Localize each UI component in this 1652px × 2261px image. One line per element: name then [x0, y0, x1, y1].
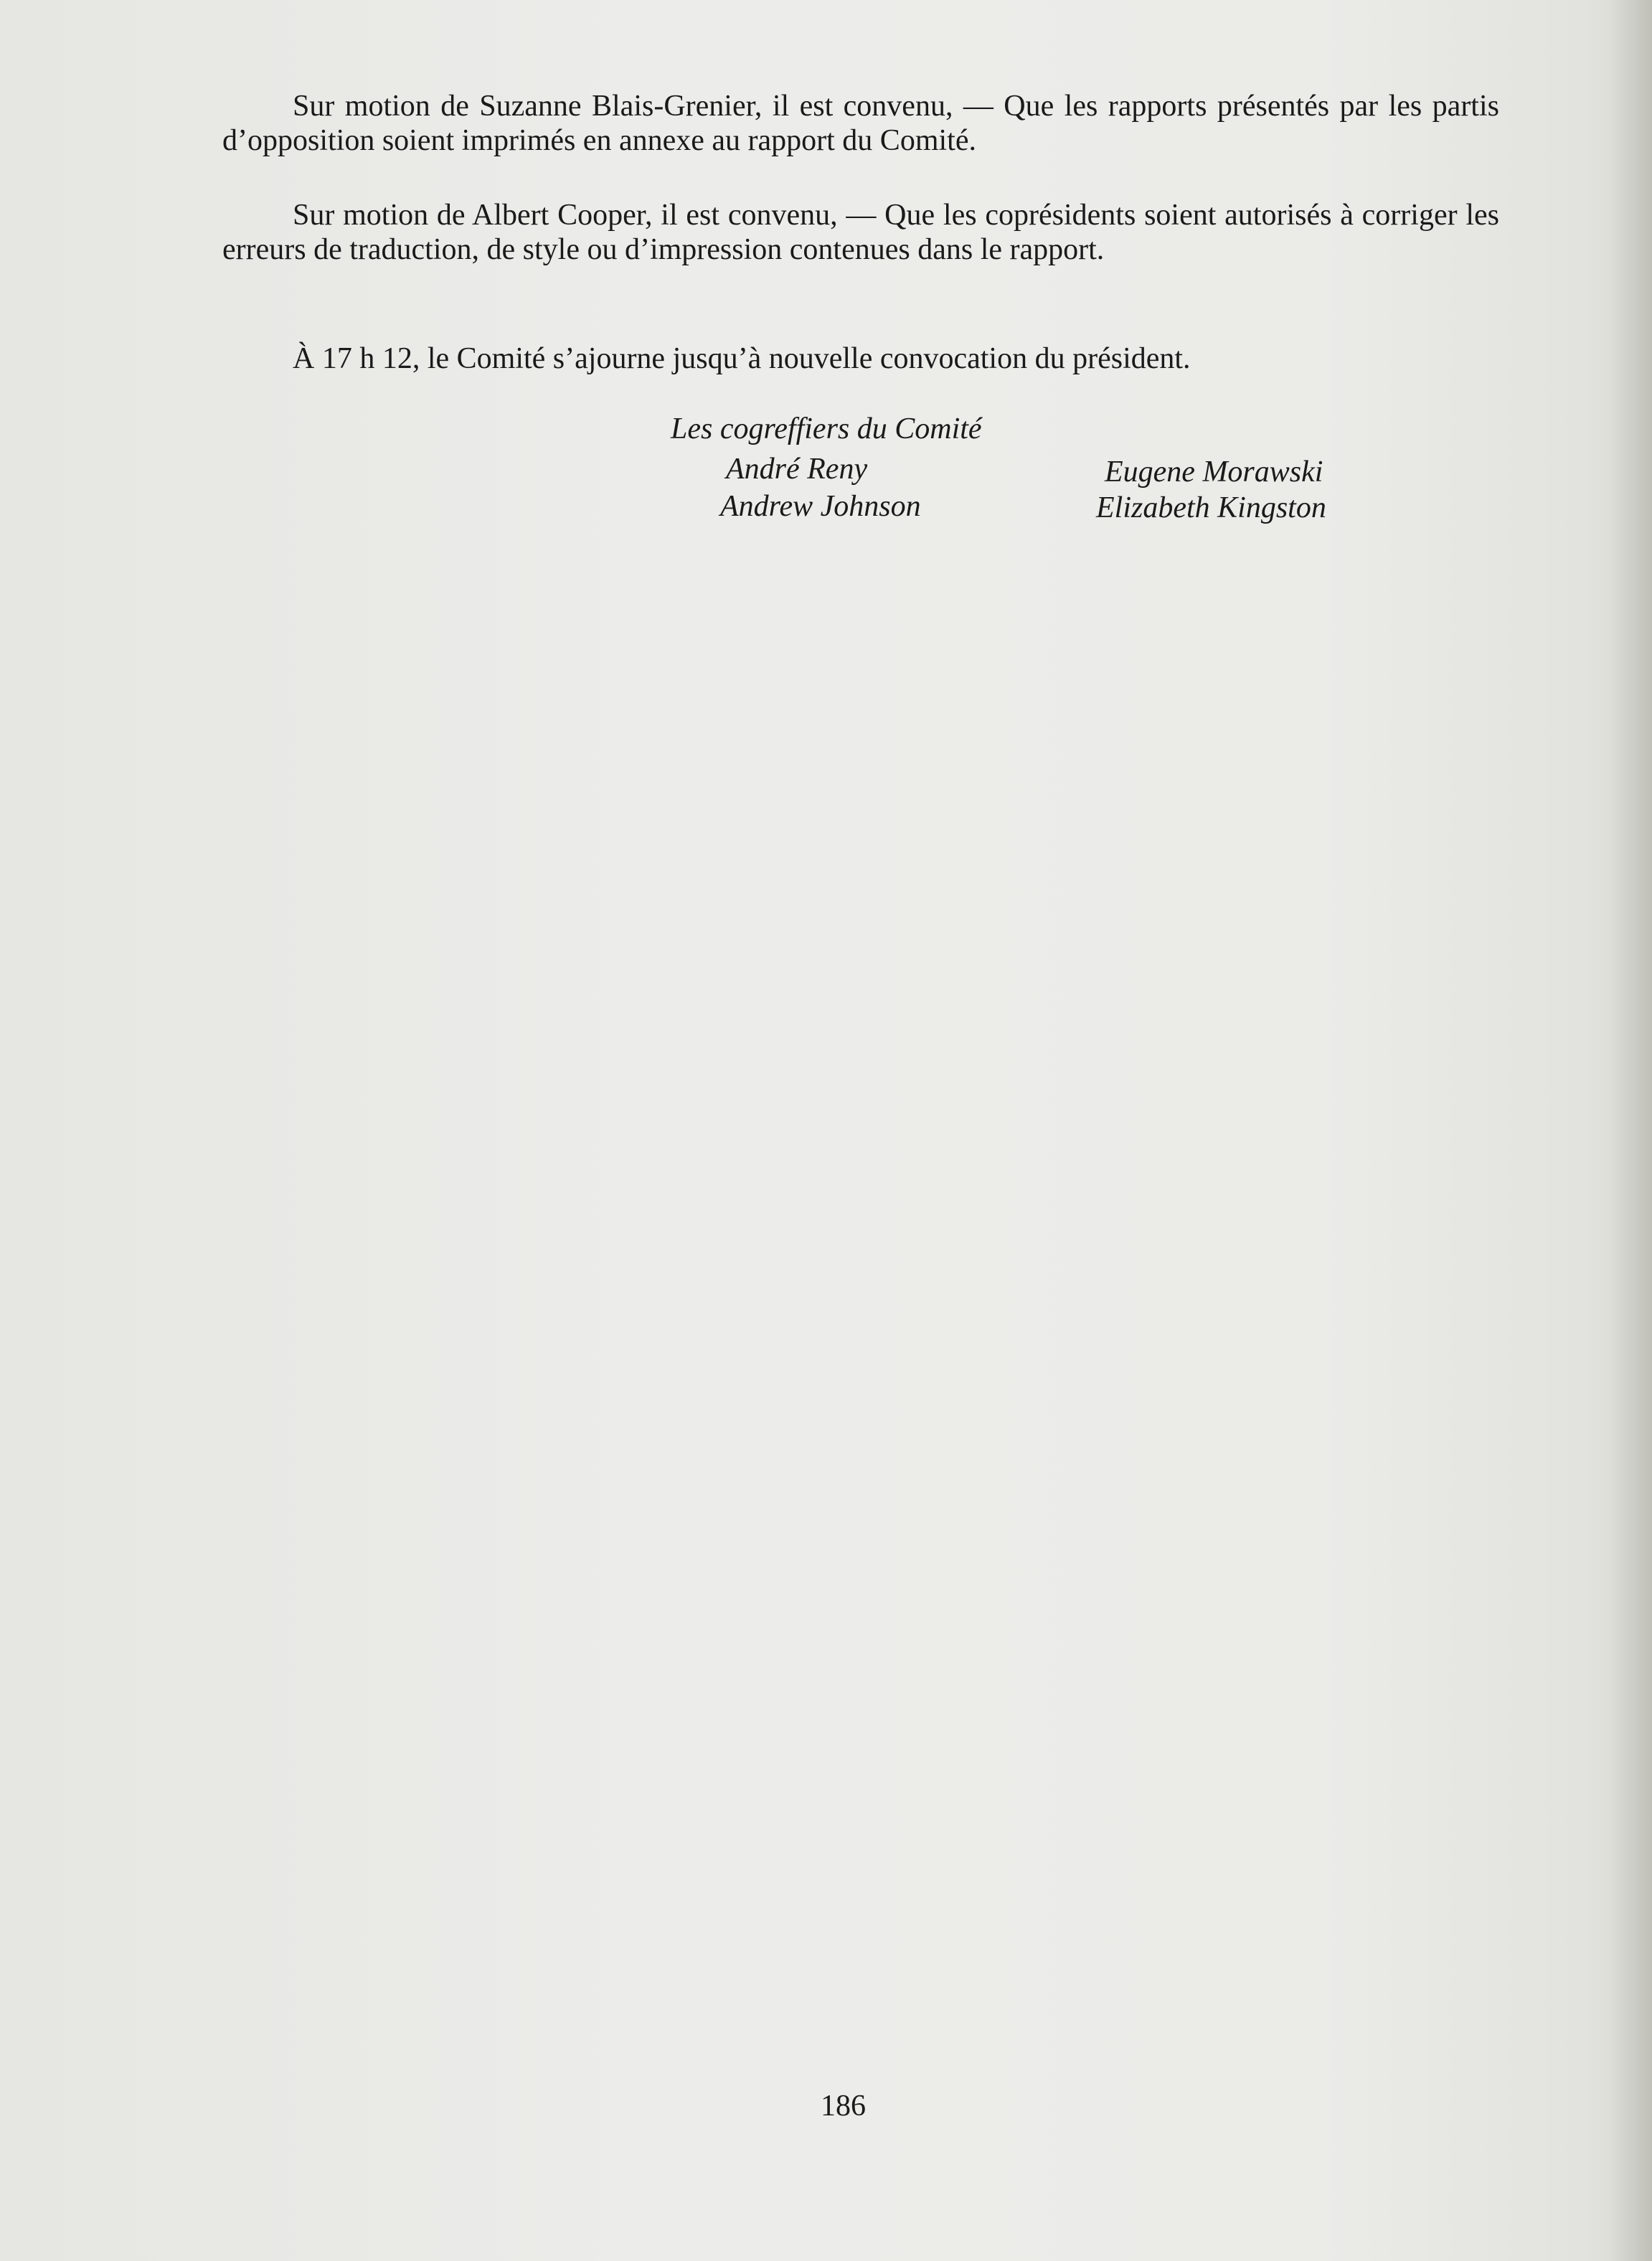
signature-name-left-1: André Reny: [726, 453, 868, 486]
signature-name-right-1: Eugene Morawski: [1105, 455, 1323, 488]
paragraph-motion-blais-grenier: Sur motion de Suzanne Blais-Grenier, il est convenu, — Que les rapports présentés par les partis d’opposition soient imprimés en annexe au rapport du Comité.: [222, 90, 1499, 157]
paragraph-motion-cooper: Sur motion de Albert Cooper, il est convenu, — Que les coprésidents soient autorisés à corriger les erreurs de traduction, de style ou d’impression contenues dans le rapport.: [222, 199, 1499, 266]
paragraph-adjournment: À 17 h 12, le Comité s’ajourne jusqu’à nouvelle convocation du président.: [293, 342, 1191, 375]
page-number: 186: [821, 2090, 866, 2123]
page-edge-shadow: [1609, 0, 1652, 2261]
signature-title: Les cogreffiers du Comité: [671, 412, 982, 445]
signature-name-right-2: Elizabeth Kingston: [1096, 491, 1326, 524]
signature-name-left-2: Andrew Johnson: [720, 490, 921, 523]
